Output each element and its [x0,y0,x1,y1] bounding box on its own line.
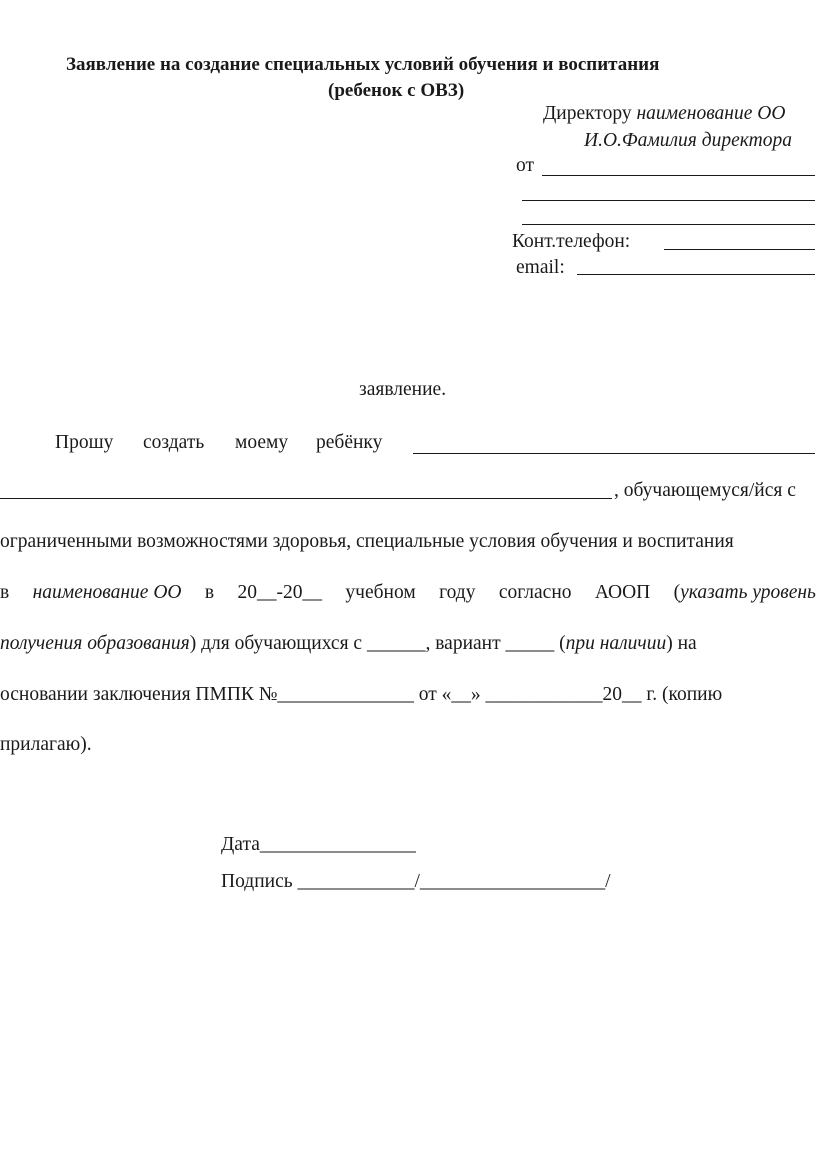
body-l4 [0,583,816,603]
child-name-field-line-1[interactable] [413,453,815,454]
body-l4-e: учебном [345,582,416,603]
email-field-line[interactable] [577,274,815,275]
from-field-line-3[interactable] [522,224,815,225]
phone-field-line[interactable] [664,249,815,250]
director-org: наименование ОО [636,103,786,124]
body-l1-w3: моему [235,432,289,453]
director-name: И.О.Фамилия директора [584,130,792,151]
body-l5-d: ) на [666,633,697,654]
phone-label: Конт.телефон: [512,231,631,252]
email-label: email: [516,257,565,278]
body-l5 [0,634,697,654]
form-title-line2: (ребенок с ОВЗ) [328,80,465,101]
from-field-line-1[interactable] [542,175,815,176]
date-field[interactable]: Дата________________ [221,834,416,855]
signature-field[interactable]: Подпись ____________/___________________/ [221,871,611,892]
body-l6: основании заключения ПМПК №______________ от «__» ____________20__ г. (копию [0,684,723,705]
from-field-line-2[interactable] [522,200,815,201]
child-name-field-line-2[interactable] [0,498,612,499]
body-l4-c: в [204,582,215,603]
document-heading: заявление. [359,379,447,400]
body-l7: прилагаю). [0,734,92,755]
body-l3: ограниченными возможностями здоровья, специальные условия обучения и воспитания [0,531,734,552]
director-prefix: Директору [543,103,632,124]
body-l2-tail: , обучающемуся/йся с [614,480,796,501]
body-l4-h: АООП [594,582,651,603]
body-l1-w4: ребёнку [316,432,383,453]
body-l5-if-available: при наличии [565,633,667,654]
body-l4-level: указать уровень [680,582,816,603]
body-l4-a: в [0,582,10,603]
from-label: от [516,155,535,176]
body-l5-b: ) для обучающихся с ______, вариант _____ ( [189,633,566,654]
body-l4-f: году [439,582,476,603]
body-l4-paren: ( [673,582,681,603]
body-l4-years: 20__-20__ [237,582,323,603]
director-line [543,104,785,124]
body-l5-education-level: получения образования [0,633,190,654]
body-l4-org: наименование ОО [32,582,182,603]
body-l1-w1: Прошу [55,432,114,453]
body-l4-g: согласно [498,582,572,603]
body-l1-w2: создать [143,432,205,453]
form-title-line1: Заявление на создание специальных условий обучения и воспитания [66,54,660,75]
